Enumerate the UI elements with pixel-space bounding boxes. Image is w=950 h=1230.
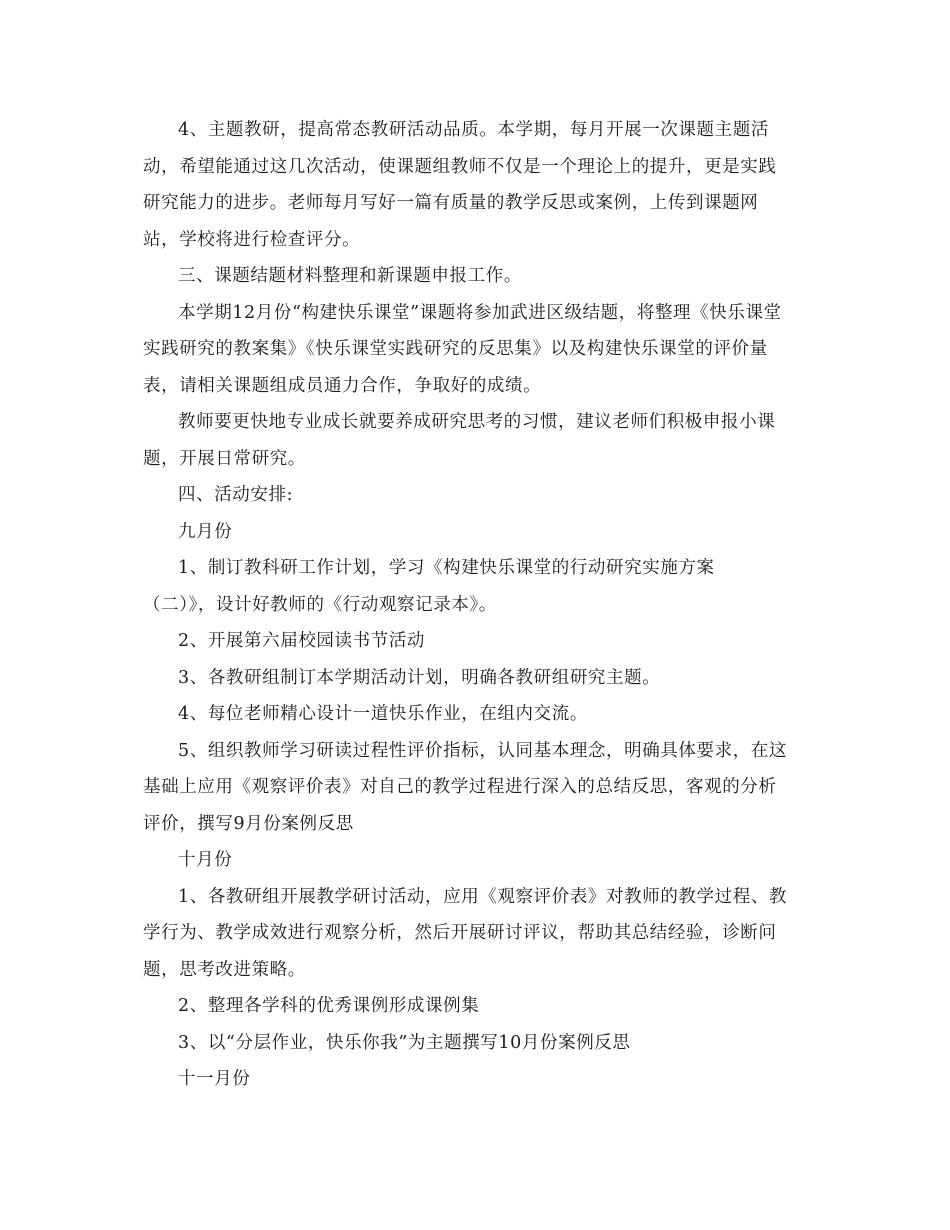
text-line: 十月份 (178, 850, 233, 870)
text-line: 5、组织教师学习研读过程性评价指标，认同基本理念，明确具体要求，在这 (178, 740, 788, 761)
text-line: 1、各教研组开展教学研讨活动，应用《观察评价表》对教师的教学过程、教 (178, 886, 788, 907)
text-line: 评价，撰写9月份案例反思 (143, 813, 354, 834)
text-line: 学行为、教学成效进行观察分析，然后开展研讨评议，帮助其总结经验，诊断问 (143, 923, 777, 943)
text-line: 教师要更快地专业成长就要养成研究思考的习惯，建议老师们积极申报小课 (178, 412, 776, 432)
text-line: 题，开展日常研究。 (143, 448, 306, 469)
text-line: 表，请相关课题组成员通力合作，争取好的成绩。 (143, 375, 542, 396)
text-line: 1、制订教科研工作计划，学习《构建快乐课堂的行动研究实施方案 (178, 558, 715, 578)
text-line: 题，思考改进策略。 (143, 959, 306, 980)
text-line: 4、主题教研，提高常态教研活动品质。本学期，每月开展一次课题主题活 (178, 120, 769, 140)
text-line: 3、以“分层作业，快乐你我”为主题撰写10月份案例反思 (178, 1032, 631, 1053)
text-line: 研究能力的进步。老师每月写好一篇有质量的教学反思或案例，上传到课题网 (143, 193, 759, 213)
text-line: 本学期12月份“构建快乐课堂”课题将参加武进区级结题，将整理《快乐课堂 (178, 302, 782, 323)
text-line: 三、课题结题材料整理和新课题申报工作。 (178, 266, 522, 286)
text-line: 站，学校将进行检查评分。 (143, 229, 361, 250)
text-line: 4、每位老师精心设计一道快乐作业，在组内交流。 (178, 704, 588, 724)
text-line: （二）》，设计好教师的《行动观察记录本》。 (143, 594, 497, 615)
text-line: 十一月份 (178, 1069, 251, 1089)
text-line: 2、开展第六届校园读书节活动 (178, 631, 426, 651)
text-line: 基础上应用《观察评价表》对自己的教学过程进行深入的总结反思，客观的分析 (143, 777, 777, 797)
document-body (143, 115, 808, 1101)
text-line: 动，希望能通过这几次活动，使课题组教师不仅是一个理论上的提升，更是实践 (143, 156, 777, 177)
text-line: 3、各教研组制订本学期活动计划，明确各教研组研究主题。 (178, 667, 661, 688)
text-line: 四、活动安排: (178, 485, 294, 505)
text-line: 实践研究的教案集》《快乐课堂实践研究的反思集》以及构建快乐课堂的评价量 (143, 339, 768, 359)
text-line: 九月份 (178, 521, 233, 542)
text-line: 2、整理各学科的优秀课例形成课例集 (178, 996, 480, 1016)
